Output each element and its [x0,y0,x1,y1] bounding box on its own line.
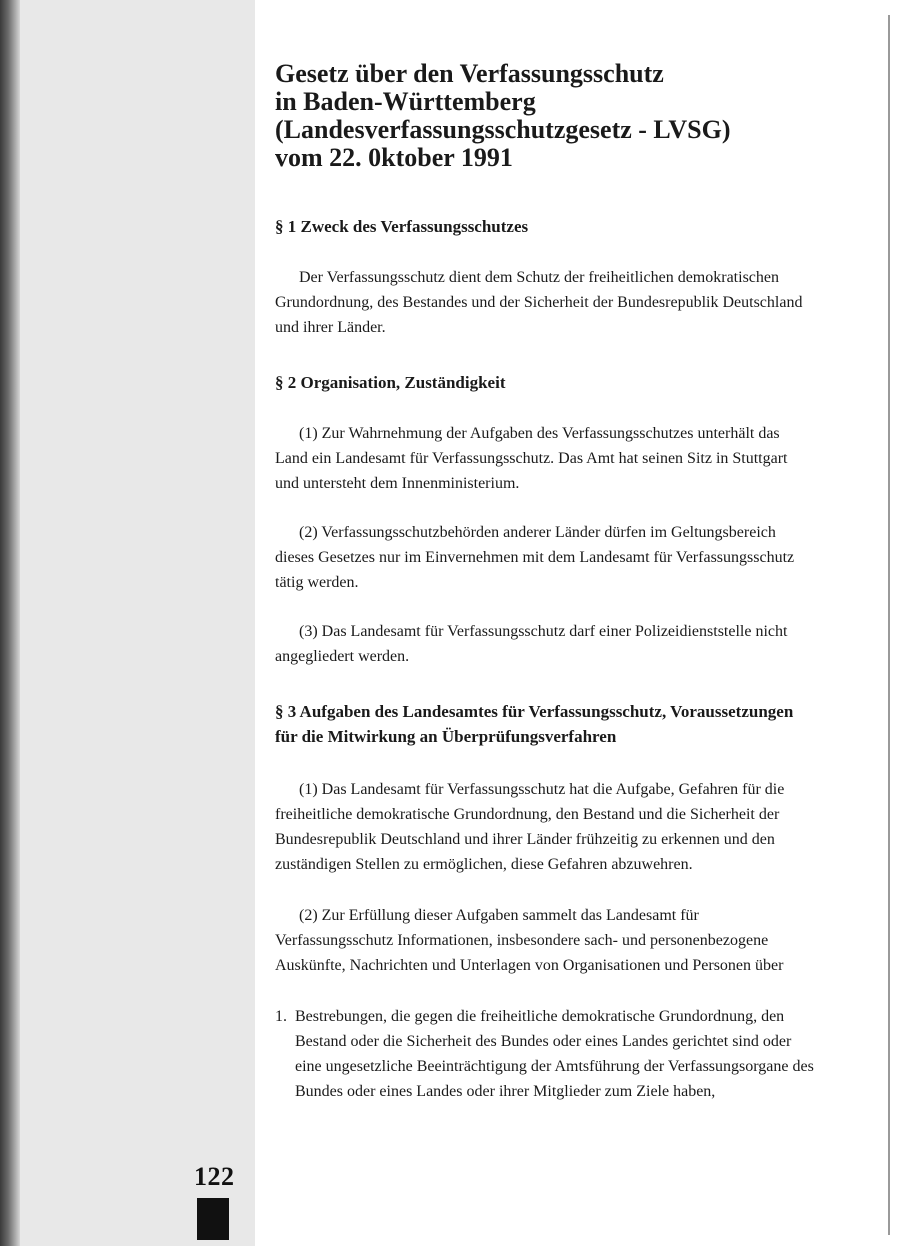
section-1 [275,214,815,340]
book-spine-shadow [0,0,20,1246]
page-margin-strip [0,0,255,1246]
section-2 [275,370,815,669]
paragraph [275,421,815,496]
title-line: in Baden-Württemberg [275,87,536,116]
paragraph-text: (1) Das Landesamt für Verfassungsschutz hat die Aufgabe, Gefahren für die freiheitliche demokratische Grundordnung, den Bestand und die Sicherheit der Bundesrepublik Deutschland und ihrer Länder frühzeitig zu erkennen und den zuständigen Stellen zu ermöglichen, diese Gefahren abzuwehren. [275,781,785,873]
paragraph [275,265,815,340]
section-heading: § 2 Organisation, Zuständigkeit [275,373,506,392]
list-number: 1. [275,1008,287,1025]
section-heading: § 1 Zweck des Verfassungsschutzes [275,217,529,236]
page-number: 122 [194,1162,235,1191]
page-edge-line [888,15,890,1235]
title-line: (Landesverfassungsschutzgesetz - LVSG) [275,115,731,144]
paragraph-text: Der Verfassungsschutz dient dem Schutz der freiheitlichen demokratischen Grundordnung, des Bestandes und der Sicherheit der Bundesrepublik Deutschland und ihrer Länder. [275,269,803,336]
paragraph-text: (2) Zur Erfüllung dieser Aufgaben sammelt das Landesamt für Verfassungsschutz Informationen, insbesondere sach- und personenbezogene Auskünfte, Nachrichten und Unterlagen von Organisationen und Personen über [275,907,784,974]
list-item [275,1004,815,1104]
section-heading: § 3 Aufgaben des Landesamtes für Verfassungsschutz, Voraussetzungen für die Mitwirkung an Überprüfungsverfahren [275,702,794,746]
paragraph [275,619,815,669]
title-line: Gesetz über den Verfassungsschutz [275,59,664,88]
paragraph [275,520,815,595]
paragraph-text: (3) Das Landesamt für Verfassungsschutz darf einer Polizeidienststelle nicht angegliedert werden. [275,623,788,665]
paragraph-text: (2) Verfassungsschutzbehörden anderer Länder dürfen im Geltungsbereich dieses Gesetzes nur im Einvernehmen mit dem Landesamt für Verfassungsschutz tätig werden. [275,524,795,591]
paragraph-text: (1) Zur Wahrnehmung der Aufgaben des Verfassungsschutzes unterhält das Land ein Landesamt für Verfassungsschutz. Das Amt hat seinen Sitz in Stuttgart und untersteht dem Innenministerium. [275,425,788,492]
section-3 [275,699,815,1104]
document-title [275,60,815,172]
paragraph [275,777,815,877]
document-body [275,60,815,1104]
list-text: Bestrebungen, die gegen die freiheitliche demokratische Grundordnung, den Bestand oder die Sicherheit des Bundes oder eines Landes gerichtet sind oder eine ungesetzliche Beeinträchtigung der Amtsführung der Verfassungsorgane des Bundes oder eines Landes oder ihrer Mitglieder zum Ziele haben, [295,1008,814,1100]
paragraph [275,903,815,978]
title-line: vom 22. 0ktober 1991 [275,143,513,172]
thumb-index-tab [197,1198,229,1240]
